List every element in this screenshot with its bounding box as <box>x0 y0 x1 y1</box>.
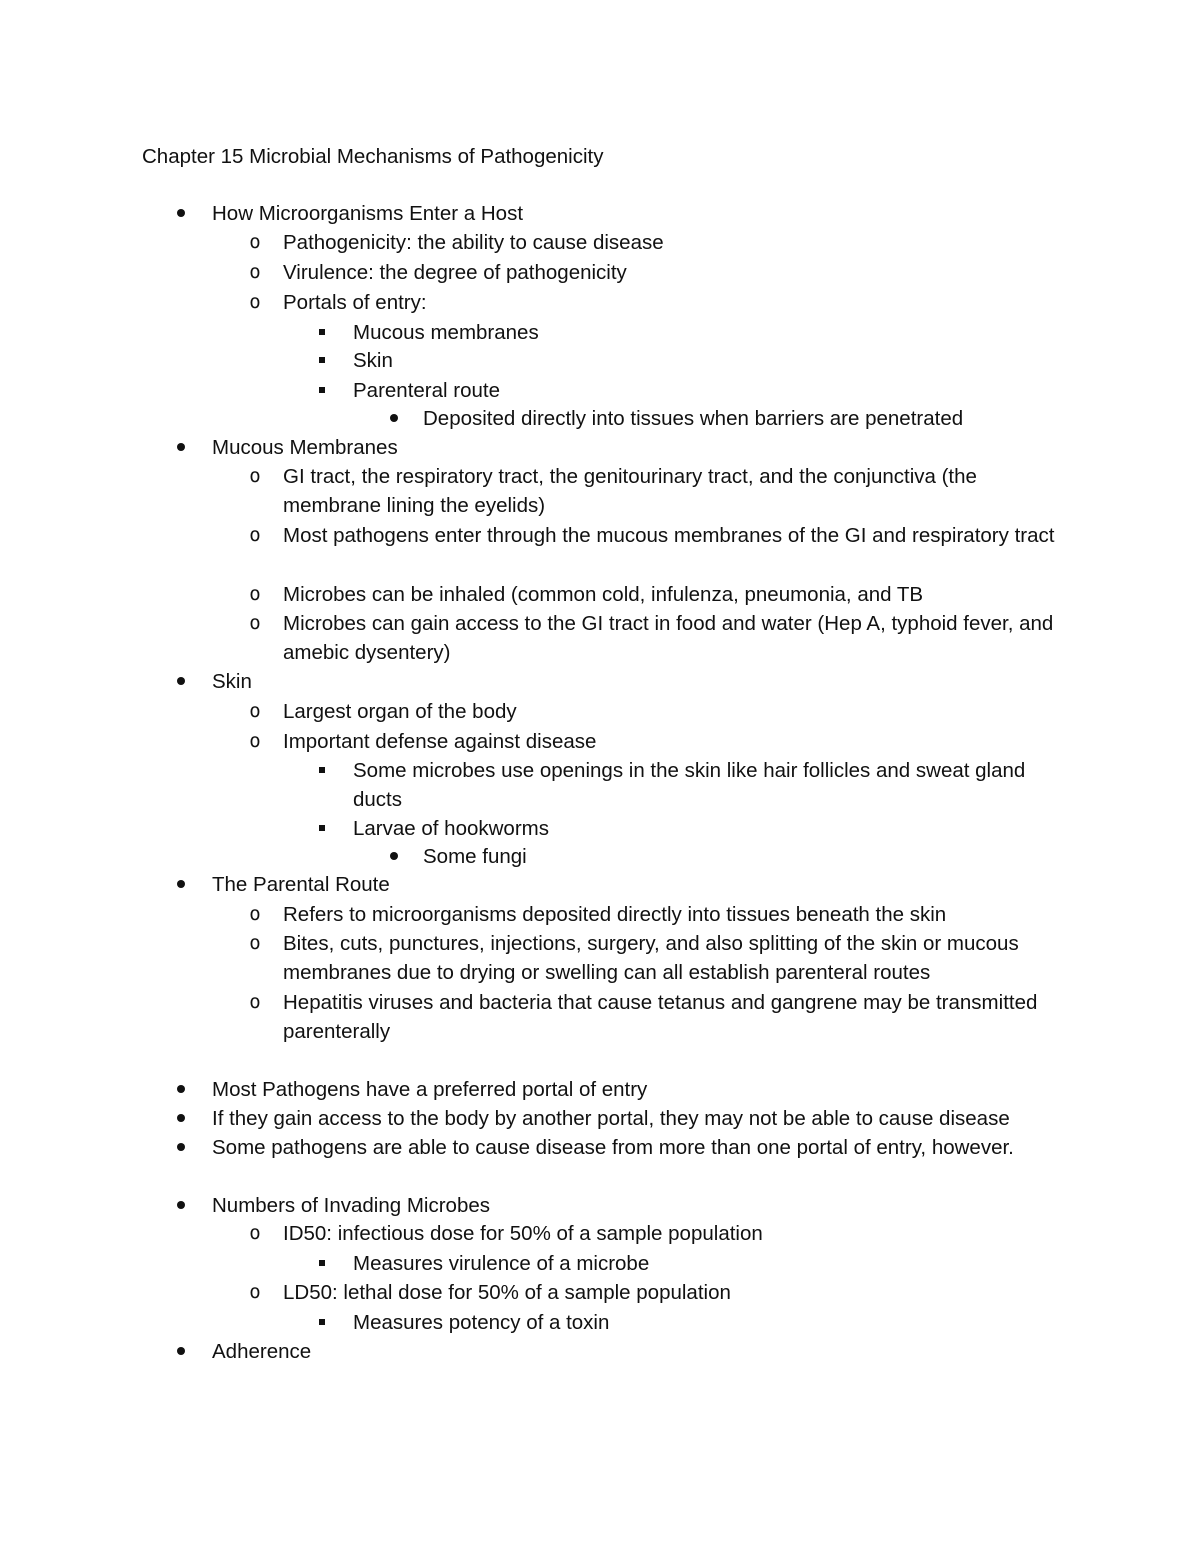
bullet-square-icon <box>312 318 332 347</box>
list-item-text: Bites, cuts, punctures, injections, surgery, and also splitting of the skin or mucous membranes due to drying or swelling can all establish parenteral routes <box>283 932 1019 985</box>
list-item-text: Important defense against disease <box>283 730 597 753</box>
list-item-text: How Microorganisms Enter a Host <box>212 202 524 225</box>
bullet-circle-icon: o <box>249 524 261 546</box>
list-item-text: Adherence <box>212 1340 312 1363</box>
list-item-text: Most pathogens enter through the mucous membranes of the GI and respiratory tract <box>283 524 1055 547</box>
list-item-text: The Parental Route <box>212 873 390 896</box>
list-item-text: Largest organ of the body <box>283 700 517 723</box>
bullet-square-icon <box>312 1308 332 1337</box>
list-item-text: Some fungi <box>423 845 527 868</box>
list-item-text: Some microbes use openings in the skin like hair follicles and sweat gland ducts <box>353 759 1026 812</box>
list-item-text: Hepatitis viruses and bacteria that cause tetanus and gangrene may be transmitted parenterally <box>283 991 1038 1044</box>
bullet-circle-icon: o <box>249 903 261 925</box>
list-item-text: Larvae of hookworms <box>353 817 549 840</box>
bullet-dot-icon <box>384 404 404 433</box>
list-item-text: Numbers of Invading Microbes <box>212 1194 491 1217</box>
bullet-dot-icon <box>384 842 404 871</box>
bullet-square-icon <box>312 376 332 405</box>
bullet-dot-icon <box>171 1337 191 1366</box>
list-item-text: Parenteral route <box>353 379 501 402</box>
bullet-square-icon <box>312 756 332 785</box>
bullet-dot-icon <box>171 1104 191 1133</box>
list-item-text: GI tract, the respiratory tract, the genitourinary tract, and the conjunctiva (the membrane lining the eyelids) <box>283 465 977 518</box>
bullet-circle-icon: o <box>249 1281 261 1303</box>
list-item-text: Mucous membranes <box>353 321 539 344</box>
list-item-text: Measures virulence of a microbe <box>353 1252 650 1275</box>
list-item-text: Mucous Membranes <box>212 436 398 459</box>
bullet-dot-icon <box>171 199 191 228</box>
bullet-square-icon <box>312 814 332 843</box>
bullet-dot-icon <box>171 667 191 696</box>
list-item-text: LD50: lethal dose for 50% of a sample population <box>283 1281 731 1304</box>
bullet-dot-icon <box>171 870 191 899</box>
list-item-text: Most Pathogens have a preferred portal of entry <box>212 1078 648 1101</box>
list-item-text: Microbes can gain access to the GI tract in food and water (Hep A, typhoid fever, and amebic dysentery) <box>283 612 1054 665</box>
list-item-text: Portals of entry: <box>283 291 427 314</box>
list-item-text: Microbes can be inhaled (common cold, infulenza, pneumonia, and TB <box>283 583 924 606</box>
list-item-text: Measures potency of a toxin <box>353 1311 610 1334</box>
bullet-circle-icon: o <box>249 291 261 313</box>
list-item-text: If they gain access to the body by another portal, they may not be able to cause disease <box>212 1107 1010 1130</box>
bullet-circle-icon: o <box>249 231 261 253</box>
list-item-text: Refers to microorganisms deposited directly into tissues beneath the skin <box>283 903 947 926</box>
bullet-circle-icon: o <box>249 465 261 487</box>
list-item-text: Skin <box>212 670 252 693</box>
list-item-text: Pathogenicity: the ability to cause disease <box>283 231 664 254</box>
bullet-circle-icon: o <box>249 1222 261 1244</box>
bullet-circle-icon: o <box>249 261 261 283</box>
page-title: Chapter 15 Microbial Mechanisms of Pathogenicity <box>142 145 604 168</box>
bullet-square-icon <box>312 346 332 375</box>
list-item-text: ID50: infectious dose for 50% of a sample population <box>283 1222 763 1245</box>
bullet-dot-icon <box>171 1075 191 1104</box>
bullet-dot-icon <box>171 1191 191 1220</box>
bullet-dot-icon <box>171 1133 191 1162</box>
bullet-circle-icon: o <box>249 612 261 634</box>
bullet-circle-icon: o <box>249 700 261 722</box>
bullet-circle-icon: o <box>249 730 261 752</box>
bullet-circle-icon: o <box>249 583 261 605</box>
list-item-text: Virulence: the degree of pathogenicity <box>283 261 627 284</box>
bullet-circle-icon: o <box>249 932 261 954</box>
bullet-dot-icon <box>171 433 191 462</box>
list-item-text: Skin <box>353 349 393 372</box>
bullet-circle-icon: o <box>249 991 261 1013</box>
bullet-square-icon <box>312 1249 332 1278</box>
list-item-text: Some pathogens are able to cause disease from more than one portal of entry, however. <box>212 1136 1014 1159</box>
list-item-text: Deposited directly into tissues when barriers are penetrated <box>423 407 964 430</box>
